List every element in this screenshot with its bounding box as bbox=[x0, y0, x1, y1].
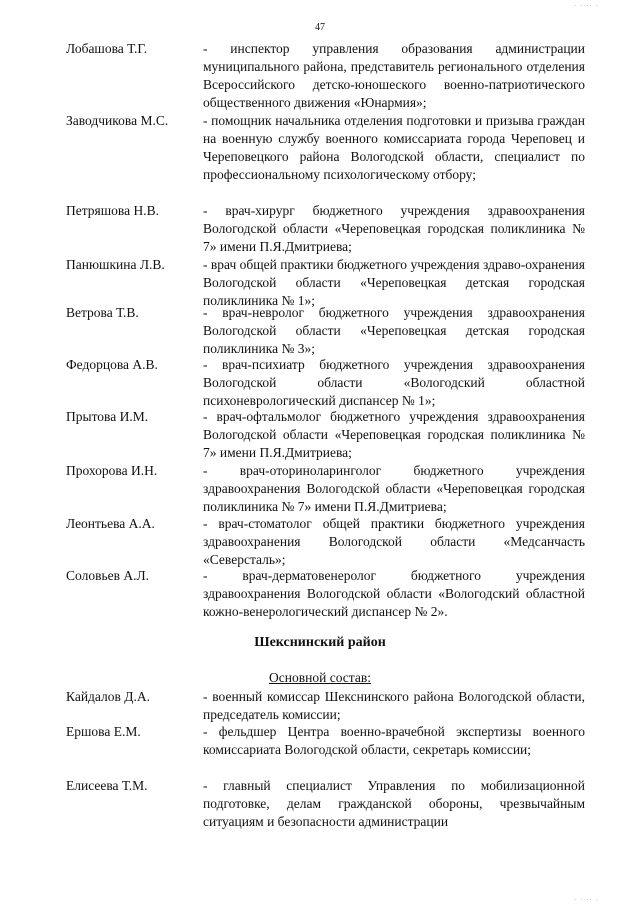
member-description: - врач-офтальмолог бюджетного учреждения здравоохранения Вологодской области «Череповецкая городская поликлиника № 7» имени П.Я.Дмитриева; bbox=[203, 409, 585, 460]
member-name: Леонтьева А.А. bbox=[66, 516, 155, 531]
scan-artifact: · · ·· · bbox=[574, 2, 599, 10]
member-name: Федорцова А.В. bbox=[66, 357, 158, 372]
member-name: Прытова И.М. bbox=[66, 409, 149, 424]
subsection-title: Основной состав: bbox=[269, 670, 371, 685]
member-description: - врач-стоматолог общей практики бюджетного учреждения здравоохранения Вологодской области «Медсанчасть «Северсталь»; bbox=[203, 516, 585, 567]
member-name: Елисеева Т.М. bbox=[66, 778, 148, 793]
page-number: 47 bbox=[315, 22, 325, 33]
member-description: - врач-невролог бюджетного учреждения здравоохранения Вологодской области «Череповецкая детская городская поликлиника № 3»; bbox=[203, 305, 585, 356]
member-name: Соловьев А.Л. bbox=[66, 568, 149, 583]
member-name: Лобашова Т.Г. bbox=[66, 41, 148, 56]
member-name: Ершова Е.М. bbox=[66, 724, 141, 739]
member-name: Прохорова И.Н. bbox=[66, 463, 158, 478]
member-description: - врач-дерматовенеролог бюджетного учреждения здравоохранения Вологодской области «Вологодский областной кожно-венерологический диспансер № 2». bbox=[203, 568, 585, 619]
member-description: - врач-психиатр бюджетного учреждения здравоохранения Вологодской области «Вологодский областной психоневрологический диспансер № 1»; bbox=[203, 357, 585, 408]
section-title: Шекснинский район bbox=[254, 635, 386, 650]
member-description: - врач общей практики бюджетного учреждения здраво-охранения Вологодской области «Череповецкая детская городская поликлиника № 1»; bbox=[203, 257, 585, 308]
member-description: - фельдшер Центра военно-врачебной экспертизы военного комиссариата Вологодской области, секретарь комиссии; bbox=[203, 724, 585, 757]
member-name: Петряшова Н.В. bbox=[66, 203, 159, 218]
member-description: - помощник начальника отделения подготовки и призыва граждан на военную службу военного комиссариата города Череповец и Череповецкого района Вологодской области, специалист по профессиональному психологическому отбору; bbox=[203, 113, 585, 182]
member-name: Панюшкина Л.В. bbox=[66, 257, 165, 272]
member-description: - военный комиссар Шекснинского района Вологодской области, председатель комиссии; bbox=[203, 689, 585, 722]
member-description: - врач-хирург бюджетного учреждения здравоохранения Вологодской области «Череповецкая городская поликлиника № 7» имени П.Я.Дмитриева; bbox=[203, 203, 585, 254]
member-name: Кайдалов Д.А. bbox=[66, 689, 150, 704]
member-description: - главный специалист Управления по мобилизационной подготовке, делам гражданской обороны, чрезвычайным ситуациям и безопасности администрации bbox=[203, 778, 585, 829]
member-name: Заводчикова М.С. bbox=[66, 113, 169, 128]
member-name: Ветрова Т.В. bbox=[66, 305, 139, 320]
member-description: - инспектор управления образования администрации муниципального района, представитель регионального отделения Всероссийского детско-юношеского военно-патриотического общественного движения «Юнармия»; bbox=[203, 41, 585, 110]
member-description: - врач-оториноларинголог бюджетного учреждения здравоохранения Вологодской области «Череповецкая городская поликлиника № 7» имени П.Я.Дмитриева; bbox=[203, 463, 585, 514]
scan-artifact: · · ·· · bbox=[574, 896, 599, 904]
